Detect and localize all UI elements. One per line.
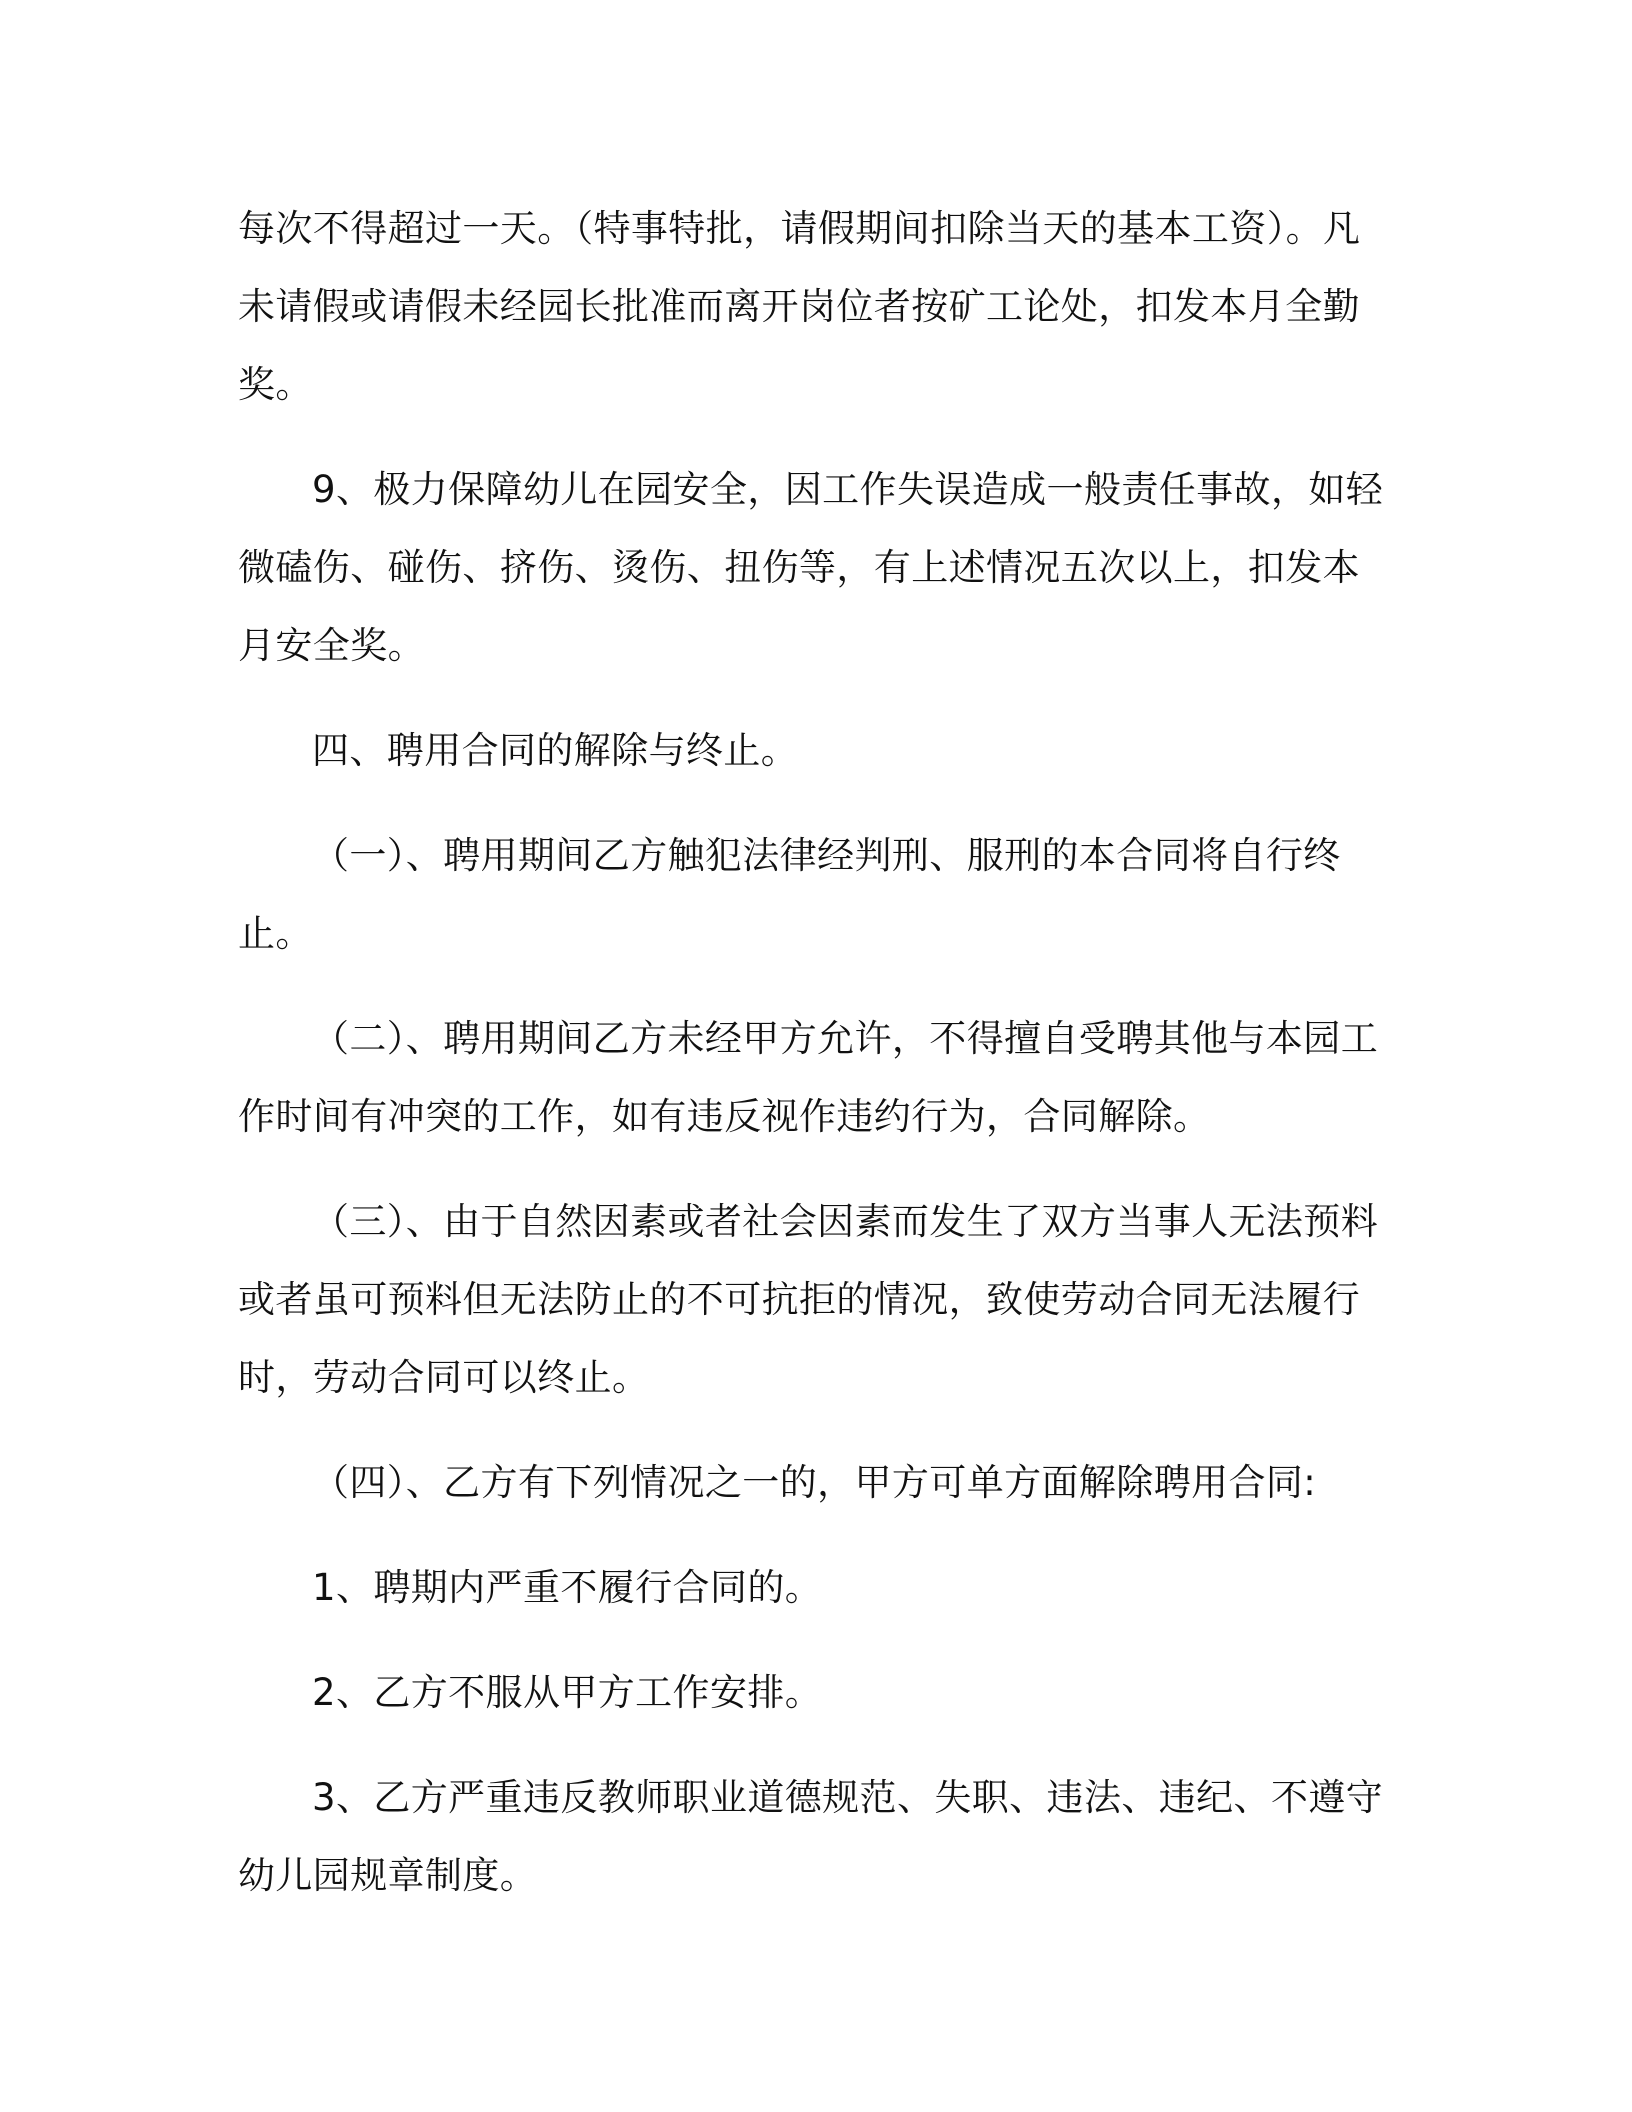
paragraph-item-9-safety: 9、极力保障幼儿在园安全，因工作失误造成一般责任事故，如轻微磕伤、碰伤、挤伤、烫伤、扭伤等，有上述情况五次以上，扣发本月安全奖。 (238, 468, 1384, 667)
list-item-1: 1、聘期内严重不履行合同的。 (312, 1566, 823, 1609)
paragraph-clause-4: （四）、乙方有下列情况之一的，甲方可单方面解除聘用合同: (312, 1461, 1317, 1504)
paragraph-leave-rules: 每次不得超过一天。（特事特批，请假期间扣除当天的基本工资）。凡未请假或请假未经园长批准而离开岗位者按矿工论处，扣发本月全勤奖。 (238, 207, 1361, 406)
list-item-3: 3、乙方严重违反教师职业道德规范、失职、违法、违纪、不遵守幼儿园规章制度。 (238, 1776, 1384, 1897)
section-heading-termination: 四、聘用合同的解除与终止。 (312, 729, 799, 772)
paragraph-clause-1: （一）、聘用期间乙方触犯法律经判刑、服刑的本合同将自行终止。 (238, 834, 1341, 955)
paragraph-clause-3: （三）、由于自然因素或者社会因素而发生了双方当事人无法预料或者虽可预料但无法防止的不可抗拒的情况，致使劳动合同无法履行时，劳动合同可以终止。 (238, 1200, 1379, 1399)
paragraph-clause-2: （二）、聘用期间乙方未经甲方允许，不得擅自受聘其他与本园工作时间有冲突的工作，如有违反视作违约行为，合同解除。 (238, 1017, 1379, 1138)
document-body (238, 190, 1388, 1942)
list-item-2: 2、乙方不服从甲方工作安排。 (312, 1671, 823, 1714)
